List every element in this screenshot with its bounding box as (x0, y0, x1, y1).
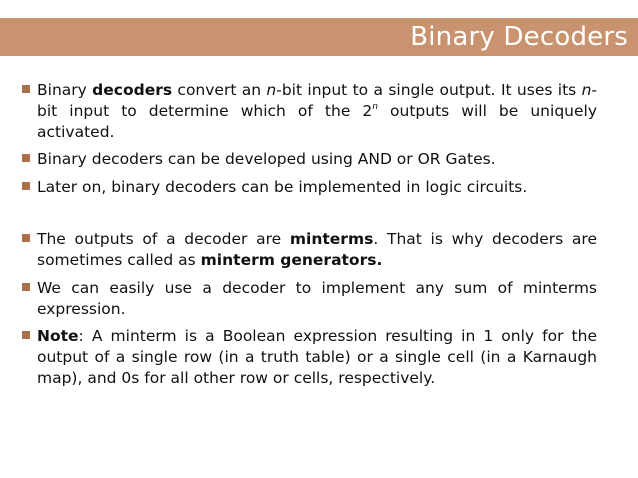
text-run: -bit input to determine which of the 2 (37, 81, 598, 120)
bullet-text-4 (37, 229, 597, 271)
bullet-marker-icon (22, 182, 30, 190)
emphasis-decoders: decoders (92, 81, 173, 99)
slide-title: Binary Decoders (410, 22, 628, 52)
bullet-text-1 (37, 80, 597, 143)
bullet-marker-icon (22, 283, 30, 291)
emphasis-minterms: minterms (289, 230, 374, 248)
variable-n: n (266, 81, 277, 99)
emphasis-minterm-generators: minterm generators. (200, 251, 383, 269)
bullet-text-6 (37, 326, 597, 389)
text-run: : A minterm is a Boolean expression resulting in 1 only for the output of a single row (in a truth table) or a single cell (in a Karnaugh map), and 0s for all other row or cells, respectively. (37, 327, 597, 387)
text-run: Binary (37, 81, 93, 99)
title-bar (0, 18, 638, 56)
text-run: . That is why decoders are sometimes called as (37, 230, 597, 269)
bullet-marker-icon (22, 234, 30, 242)
variable-n: n (581, 81, 592, 99)
bullet-text-3: Later on, binary decoders can be implemented in logic circuits. (37, 178, 528, 196)
bullet-text-5: We can easily use a decoder to implement any sum of minterms expression. (37, 279, 597, 318)
text-run: convert an (172, 81, 267, 99)
text-run: The outputs of a decoder are (37, 230, 290, 248)
bullet-text-2: Binary decoders can be developed using AND or OR Gates. (37, 150, 496, 168)
superscript-n: n (372, 102, 378, 112)
text-run: -bit input to a single output. It uses its (276, 81, 582, 99)
bullet-marker-icon (22, 154, 30, 162)
emphasis-note: Note (37, 327, 79, 345)
bullet-marker-icon (22, 85, 30, 93)
bullet-marker-icon (22, 331, 30, 339)
text-run: outputs will be uniquely activated. (37, 102, 597, 141)
